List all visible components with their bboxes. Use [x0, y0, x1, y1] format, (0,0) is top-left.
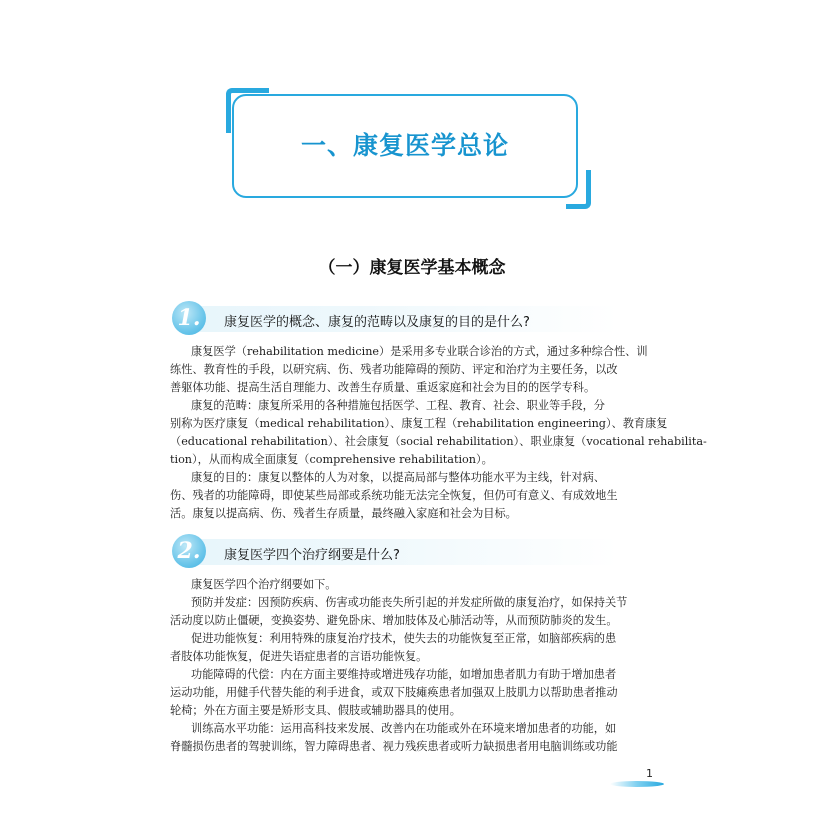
- section-title: （一）康复医学基本概念: [318, 258, 506, 278]
- chapter-title: 一、康复医学总论: [300, 131, 509, 160]
- paragraph-line: （educational rehabilitation）、社会康复（social rehabilitation）、职业康复（vocational rehabilita-: [170, 435, 707, 448]
- paragraph-line: tion），从而构成全面康复（comprehensive rehabilitation）。: [170, 453, 493, 466]
- paragraph-line: 伤、残者的功能障碍，即使某些局部或系统功能无法完全恢复，但仍可有意义、有成效地生: [170, 489, 618, 502]
- paragraph-line: 训练高水平功能：运用高科技来发展、改善内在功能或外在环境来增加患者的功能，如: [191, 722, 617, 735]
- paragraph-line: 运动功能，用健手代替失能的利手进食，或双下肢瘫痪患者加强双上肢肌力以帮助患者推动: [170, 686, 618, 699]
- paragraph-line: 活。康复以提高病、伤、残者生存质量，最终融入家庭和社会为目标。: [170, 507, 517, 520]
- paragraph-line: 功能障碍的代偿：内在方面主要维持或增进残存功能，如增加患者肌力有助于增加患者: [191, 668, 617, 681]
- paragraph-line: 轮椅；外在方面主要是矫形支具、假肢或辅助器具的使用。: [170, 704, 461, 717]
- question-title: 康复医学的概念、康复的范畴以及康复的目的是什么?: [224, 315, 530, 330]
- page-number-swoosh: [610, 781, 664, 787]
- paragraph-line: 促进功能恢复：利用特殊的康复治疗技术，使失去的功能恢复至正常，如脑部疾病的患: [191, 632, 617, 645]
- paragraph-line: 者肢体功能恢复，促进失语症患者的言语功能恢复。: [170, 650, 428, 663]
- question-number-badge: 1.: [172, 301, 206, 335]
- question-title: 康复医学四个治疗纲要是什么?: [224, 548, 400, 563]
- paragraph-line: 康复的目的：康复以整体的人为对象，以提高局部与整体功能水平为主线，针对病、: [191, 471, 605, 484]
- paragraph-line: 善躯体功能、提高生活自理能力、改善生存质量、重返家庭和社会为目的的医学专科。: [170, 381, 596, 394]
- paragraph-line: 预防并发症：因预防疾病、伤害或功能丧失所引起的并发症所做的康复治疗，如保持关节: [191, 596, 628, 609]
- paragraph-line: 康复医学四个治疗纲要如下。: [191, 578, 337, 591]
- paragraph-line: 康复的范畴：康复所采用的各种措施包括医学、工程、教育、社会、职业等手段，分: [191, 399, 605, 412]
- paragraph-line: 别称为医疗康复（medical rehabilitation）、康复工程（rehabilitation engineering）、教育康复: [170, 417, 668, 430]
- paragraph-line: 活动度以防止僵硬，变换姿势、避免卧床、增加肢体及心肺活动等，从而预防肺炎的发生。: [170, 614, 618, 627]
- paragraph-line: 练性、教育性的手段，以研究病、伤、残者功能障碍的预防、评定和治疗为主要任务，以改: [170, 363, 618, 376]
- paragraph-line: 脊髓损伤患者的驾驶训练，智力障碍患者、视力残疾患者或听力缺损患者用电脑训练或功能: [170, 740, 618, 753]
- question-number-badge: 2.: [172, 534, 206, 568]
- page-number: 1: [646, 767, 653, 780]
- paragraph-line: 康复医学（rehabilitation medicine）是采用多专业联合诊治的方式，通过多种综合性、训: [191, 345, 648, 358]
- frame-corner-decoration: [566, 170, 591, 209]
